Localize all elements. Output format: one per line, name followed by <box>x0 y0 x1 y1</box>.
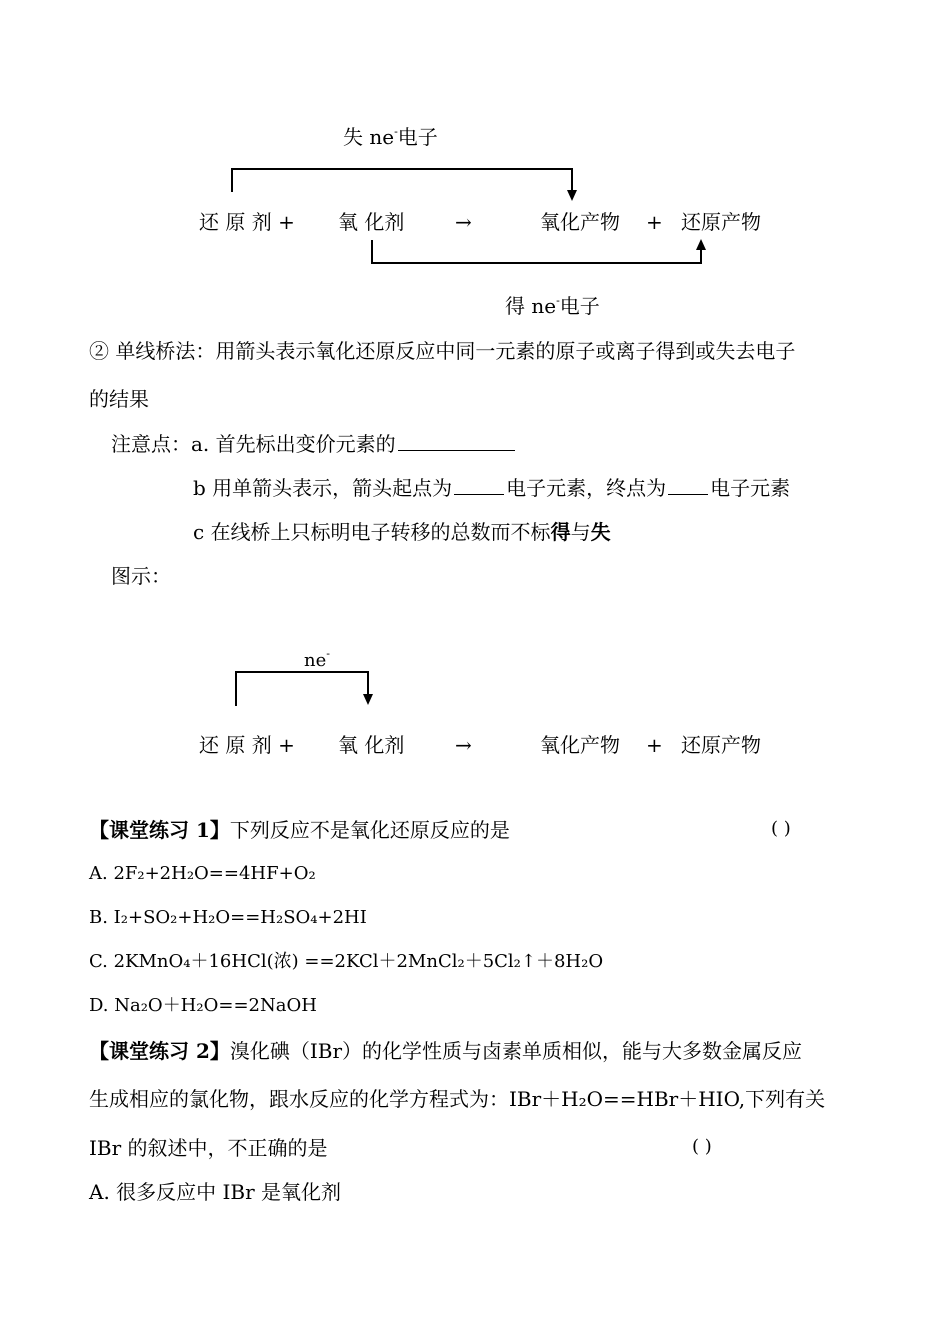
note-b-text2: 电子元素，终点为 <box>506 476 667 500</box>
blank-a <box>398 449 515 451</box>
exercise2-option-a: A. 很多反应中 IBr 是氧化剂 <box>89 1180 342 1204</box>
bridge-top-right-vertical <box>571 168 573 190</box>
plus-sign: + <box>646 210 663 234</box>
single-bridge-right-vertical <box>367 671 369 695</box>
exercise1-tag: 【课堂练习 1】 <box>89 818 230 842</box>
figure-label: 图示： <box>111 564 171 588</box>
note-c-shi: 失 <box>590 520 611 544</box>
exercise1-option-b: B. I₂+SO₂+H₂O==H₂SO₄+2HI <box>89 907 367 928</box>
note-c <box>193 522 611 542</box>
exercise2-answer-paren: ( ) <box>692 1136 712 1157</box>
ne-text: ne <box>304 650 327 671</box>
arrow-down-icon <box>363 694 373 705</box>
single-bridge-left-vertical <box>235 671 237 706</box>
exercise2-question-line1 <box>89 1041 802 1061</box>
red-product-label: 还原产物 <box>681 210 761 234</box>
exercise1-option-d: D. Na₂O＋H₂O==2NaOH <box>89 995 317 1016</box>
note-a-text: 注意点：a. 首先标出变价元素的 <box>111 432 396 456</box>
note-a <box>111 434 517 454</box>
ne-label <box>304 647 330 671</box>
bridge-bottom-left-vertical <box>371 240 373 264</box>
note-c-text: c 在线桥上只标明电子转移的总数而不标 <box>193 520 551 544</box>
reaction-arrow: → <box>455 733 472 757</box>
exercise1-option-a: A. 2F₂+2H₂O==4HF+O₂ <box>89 863 316 884</box>
note-c-yu: 与 <box>570 520 591 544</box>
oxidant-label: 氧 化剂 <box>338 210 405 234</box>
gain-label-text: 得 ne <box>505 294 557 318</box>
blank-b2 <box>668 493 708 495</box>
ne-sup: - <box>326 647 330 660</box>
ox-product-label: 氧化产物 <box>540 210 620 234</box>
note-b-text3: 电子元素 <box>710 476 791 500</box>
oxidant-label: 氧 化剂 <box>338 733 405 757</box>
red-product-label: 还原产物 <box>681 733 761 757</box>
bridge-bottom-right-vertical <box>700 250 702 264</box>
exercise1-text: 下列反应不是氧化还原反应的是 <box>229 818 510 842</box>
note-b-text1: b 用单箭头表示，箭头起点为 <box>193 476 453 500</box>
lose-label-sup: - <box>394 125 398 138</box>
lose-electron-label <box>343 127 438 147</box>
exercise2-tag: 【课堂练习 2】 <box>89 1039 230 1063</box>
single-bridge-heading: ② 单线桥法：用箭头表示氧化还原反应中同一元素的原子或离子得到或失去电子 <box>89 339 796 363</box>
gain-label-sup: - <box>556 294 560 307</box>
note-b <box>193 478 790 498</box>
single-bridge-horizontal <box>235 671 369 673</box>
ox-product-label: 氧化产物 <box>540 733 620 757</box>
exercise1-answer-paren: ( ) <box>771 818 791 839</box>
exercise1-option-c: C. 2KMnO₄＋16HCl(浓) ==2KCl＋2MnCl₂＋5Cl₂↑＋8H₂O <box>89 951 604 972</box>
exercise2-text1: 溴化碘（IBr）的化学性质与卤素单质相似，能与大多数金属反应 <box>229 1039 803 1063</box>
reaction-arrow: → <box>455 210 472 234</box>
arrow-down-icon <box>567 190 577 201</box>
arrow-up-icon <box>696 239 706 250</box>
gain-label-post: 电子 <box>559 294 600 318</box>
plus-sign: + <box>646 733 663 757</box>
exercise2-question-line2: 生成相应的氯化物，跟水反应的化学方程式为：IBr＋H₂O==HBr＋HIO,下列有关 <box>89 1087 826 1111</box>
bridge-top-left-vertical <box>231 168 233 192</box>
lose-label-post: 电子 <box>397 125 438 149</box>
exercise1-question <box>89 820 510 840</box>
gain-electron-label <box>505 296 600 316</box>
exercise2-question-line3: IBr 的叙述中，不正确的是 <box>89 1136 328 1160</box>
lose-label-text: 失 ne <box>343 125 395 149</box>
bridge-top-horizontal <box>231 168 573 170</box>
blank-b1 <box>454 493 504 495</box>
reductant-label: 还 原 剂 + <box>199 733 295 757</box>
reductant-label: 还 原 剂 + <box>199 210 295 234</box>
single-bridge-heading-cont: 的结果 <box>89 387 149 411</box>
note-c-de: 得 <box>550 520 571 544</box>
bridge-bottom-horizontal <box>371 262 702 264</box>
